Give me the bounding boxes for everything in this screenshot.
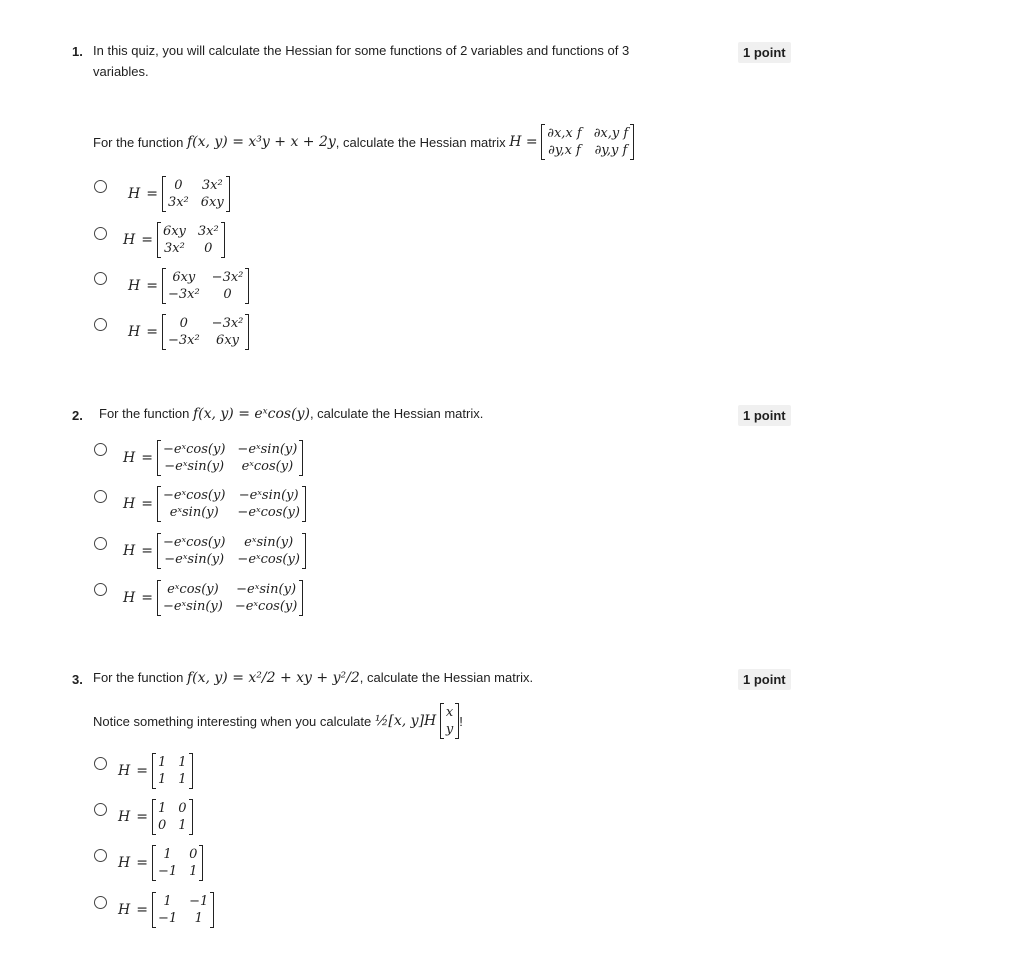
hessian-definition-matrix (541, 124, 634, 160)
option-radio[interactable] (94, 443, 107, 456)
vector-matrix (440, 703, 459, 739)
answer-option[interactable]: H = 1 −1 −1 1 (118, 892, 214, 928)
option-matrix (157, 222, 225, 258)
matrix-cell: 0 (189, 847, 198, 862)
matrix-cell: 1 (194, 911, 203, 926)
prompt-text: For the function (99, 406, 190, 421)
prompt-text: , calculate the Hessian matrix. (309, 406, 484, 421)
option-label: H (123, 450, 136, 466)
option-label: H (123, 590, 136, 606)
option-label: H (118, 902, 131, 918)
matrix-cell: −3x² (167, 333, 200, 348)
points-badge: 1 point (738, 669, 791, 690)
prompt-text: For the function (93, 134, 184, 150)
matrix-cell: 1 (157, 755, 167, 770)
option-radio[interactable] (94, 318, 107, 331)
matrix-cell: 3x² (197, 224, 219, 239)
prompt-text: , calculate the Hessian matrix (335, 134, 506, 150)
notice-text (93, 703, 463, 739)
option-matrix (162, 176, 230, 212)
matrix-cell: 6xy (200, 195, 224, 210)
matrix-cell: −eˣcos(y) (162, 535, 226, 550)
matrix-cell: 6xy (172, 270, 196, 285)
matrix-cell: 3x² (164, 241, 185, 256)
matrix-cell: 0 (204, 241, 213, 256)
option-matrix (152, 799, 193, 835)
matrix-cell: −3x² (211, 316, 244, 331)
option-matrix (157, 486, 306, 522)
prompt-text: For the function (93, 670, 184, 685)
matrix-cell: eˣcos(y) (167, 582, 219, 597)
option-label: H (128, 186, 141, 202)
matrix-cell: −eˣsin(y) (237, 442, 298, 457)
option-radio[interactable] (94, 583, 107, 596)
matrix-cell: x (445, 705, 454, 720)
matrix-cell: ∂x,y f (593, 126, 629, 141)
question-intro: In this quiz, you will calculate the Hessian for some functions of 2 variables and functions of 3 variables. (93, 43, 630, 79)
matrix-cell: 6xy (162, 224, 186, 239)
matrix-cell: 0 (223, 287, 232, 302)
matrix-cell: 1 (189, 864, 198, 879)
matrix-cell: 1 (163, 894, 172, 909)
matrix-cell: 1 (178, 755, 187, 770)
question-number: 1. (72, 44, 83, 59)
matrix-cell: −eˣsin(y) (162, 599, 223, 614)
option-label: H (128, 324, 141, 340)
question-number: 2. (72, 408, 83, 423)
matrix-cell: 1 (178, 818, 187, 833)
matrix-cell: −eˣsin(y) (238, 488, 299, 503)
option-label: H (118, 809, 131, 825)
answer-option[interactable]: H = 0 −3x² −3x² 6xy (128, 314, 249, 350)
option-radio[interactable] (94, 180, 107, 193)
matrix-cell: 0 (174, 178, 183, 193)
answer-option[interactable]: H = −eˣcos(y) eˣsin(y) −eˣsin(y) −eˣcos(y) (123, 533, 306, 569)
option-matrix (152, 753, 193, 789)
matrix-cell: −eˣsin(y) (164, 459, 225, 474)
hessian-label: H = (509, 134, 538, 150)
option-radio[interactable] (94, 849, 107, 862)
option-radio[interactable] (94, 490, 107, 503)
matrix-cell: −3x² (167, 287, 200, 302)
function-formula: f(x, y) = x³y + x + 2y (186, 134, 336, 150)
prompt-text: Notice something interesting when you calculate (93, 713, 372, 729)
option-label: H (123, 496, 136, 512)
matrix-cell: ∂y,x f (548, 143, 581, 158)
option-label: H (128, 278, 141, 294)
matrix-cell: −eˣcos(y) (162, 442, 226, 457)
matrix-cell: −1 (189, 894, 209, 909)
option-label: H (118, 855, 131, 871)
matrix-cell: 0 (179, 316, 188, 331)
notice-formula: ½[x, y]H (374, 713, 437, 729)
points-badge: 1 point (738, 405, 791, 426)
matrix-cell: −1 (157, 864, 178, 879)
answer-option[interactable]: H = 1 1 1 1 (118, 753, 193, 789)
matrix-cell: 1 (178, 772, 187, 787)
option-radio[interactable] (94, 896, 107, 909)
matrix-cell: 3x² (167, 195, 189, 210)
option-matrix (152, 892, 214, 928)
answer-option[interactable]: H = 1 0 0 1 (118, 799, 193, 835)
matrix-cell: eˣsin(y) (169, 505, 219, 520)
matrix-cell: −eˣsin(y) (236, 582, 297, 597)
function-formula: f(x, y) = eˣcos(y) (192, 406, 310, 422)
option-label: H (123, 543, 136, 559)
matrix-cell: −eˣcos(y) (237, 552, 300, 567)
answer-option[interactable]: H = 0 3x² 3x² 6xy (128, 176, 230, 212)
option-matrix (162, 268, 249, 304)
question-prompt (93, 124, 634, 160)
option-radio[interactable] (94, 757, 107, 770)
matrix-cell: 6xy (216, 333, 239, 348)
matrix-cell: −eˣsin(y) (164, 552, 225, 567)
matrix-cell: 1 (157, 772, 167, 787)
points-badge: 1 point (738, 42, 791, 63)
function-formula: f(x, y) = x²/2 + xy + y²/2 (186, 670, 360, 686)
matrix-cell: −1 (157, 911, 178, 926)
option-radio[interactable] (94, 537, 107, 550)
matrix-cell: y (445, 722, 454, 737)
matrix-cell: −eˣcos(y) (237, 505, 300, 520)
answer-option[interactable]: H = 1 0 −1 1 (118, 845, 203, 881)
answer-option[interactable]: H = 6xy 3x² 3x² 0 (123, 222, 225, 258)
matrix-cell: 1 (163, 847, 172, 862)
prompt-text: ! (459, 713, 463, 729)
option-matrix (162, 314, 249, 350)
answer-option[interactable]: H = −eˣcos(y) −eˣsin(y) −eˣsin(y) eˣcos(y) (123, 440, 303, 476)
matrix-cell: ∂x,x f (547, 126, 582, 141)
option-label: H (118, 763, 131, 779)
matrix-cell: −3x² (211, 270, 244, 285)
option-radio[interactable] (94, 803, 107, 816)
answer-option[interactable]: H = −eˣcos(y) −eˣsin(y) eˣsin(y) −eˣcos(y) (123, 486, 306, 522)
matrix-cell: −eˣcos(y) (162, 488, 226, 503)
matrix-cell: ∂y,y f (594, 143, 628, 158)
question-number: 3. (72, 672, 83, 687)
option-label: H (123, 232, 136, 248)
matrix-cell: 0 (157, 818, 167, 833)
matrix-cell: −eˣcos(y) (234, 599, 298, 614)
matrix-cell: 3x² (201, 178, 223, 193)
option-matrix (157, 440, 303, 476)
option-matrix (157, 580, 303, 616)
prompt-text: , calculate the Hessian matrix. (359, 670, 534, 685)
answer-option[interactable]: H = 6xy −3x² −3x² 0 (128, 268, 249, 304)
matrix-cell: eˣsin(y) (244, 535, 294, 550)
matrix-cell: 0 (178, 801, 187, 816)
question-prompt (93, 670, 533, 686)
answer-option[interactable]: H = eˣcos(y) −eˣsin(y) −eˣsin(y) −eˣcos(y) (123, 580, 303, 616)
option-radio[interactable] (94, 272, 107, 285)
option-matrix (157, 533, 306, 569)
matrix-cell: 1 (157, 801, 167, 816)
matrix-cell: eˣcos(y) (241, 459, 294, 474)
option-radio[interactable] (94, 227, 107, 240)
question-prompt (99, 406, 483, 422)
option-matrix (152, 845, 203, 881)
